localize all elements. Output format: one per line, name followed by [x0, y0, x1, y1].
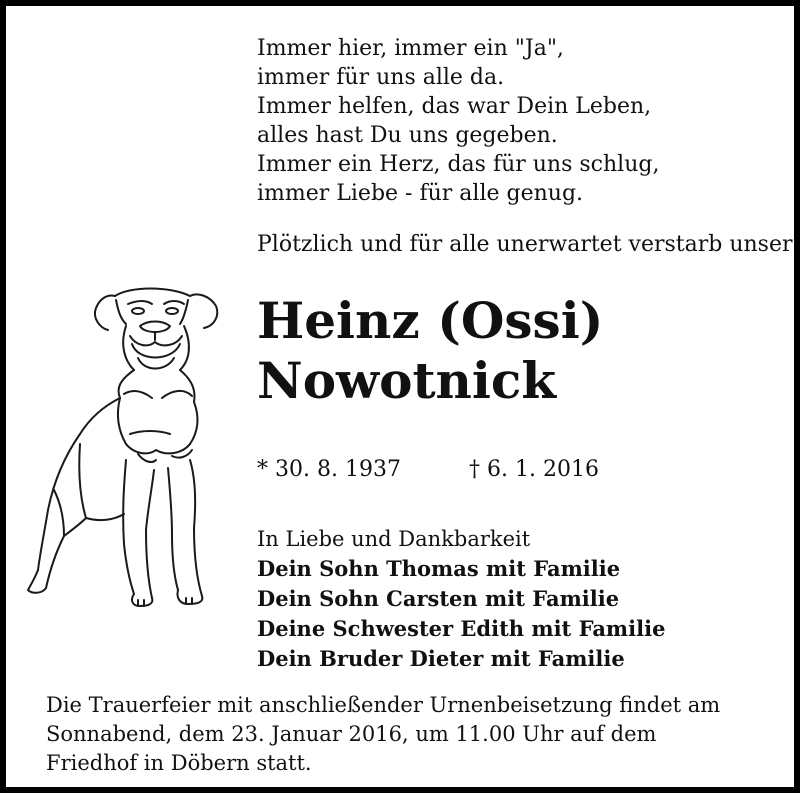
mourners-list: [257, 524, 665, 674]
mourner-family: Dein Sohn Thomas mit Familie: [257, 556, 621, 581]
mourners-lead: In Liebe und Dankbarkeit: [257, 527, 531, 551]
memorial-poem: [257, 34, 659, 208]
deceased-first-name: Heinz (Ossi): [257, 291, 604, 350]
rottweiler-dog-icon: [20, 284, 230, 610]
mourner-family: Deine Schwester Edith mit Familie: [257, 616, 666, 641]
deceased-name: [257, 291, 603, 411]
mourner-family: Dein Sohn Carsten mit Familie: [257, 586, 620, 611]
poem-line: Immer ein Herz, das für uns schlug,: [257, 152, 660, 177]
funeral-line: Sonnabend, dem 23. Januar 2016, um 11.00 Uhr auf dem: [46, 722, 657, 746]
poem-line: alles hast Du uns gegeben.: [257, 123, 558, 148]
mourner-family: Dein Bruder Dieter mit Familie: [257, 646, 625, 671]
poem-line: immer für uns alle da.: [257, 65, 505, 90]
funeral-details: [46, 691, 720, 778]
death-date: † 6. 1. 2016: [469, 457, 599, 482]
deceased-surname: Nowotnick: [257, 351, 556, 410]
funeral-line: Friedhof in Döbern statt.: [46, 751, 312, 775]
birth-date: * 30. 8. 1937: [257, 457, 401, 482]
poem-line: Immer helfen, das war Dein Leben,: [257, 94, 652, 119]
funeral-line: Die Trauerfeier mit anschließender Urnenbeisetzung findet am: [46, 693, 721, 717]
poem-line: Immer hier, immer ein "Ja",: [257, 36, 564, 61]
announcement-intro: Plötzlich und für alle unerwartet verstarb unser: [257, 232, 793, 257]
poem-line: immer Liebe - für alle genug.: [257, 181, 584, 206]
life-dates: [257, 457, 599, 482]
